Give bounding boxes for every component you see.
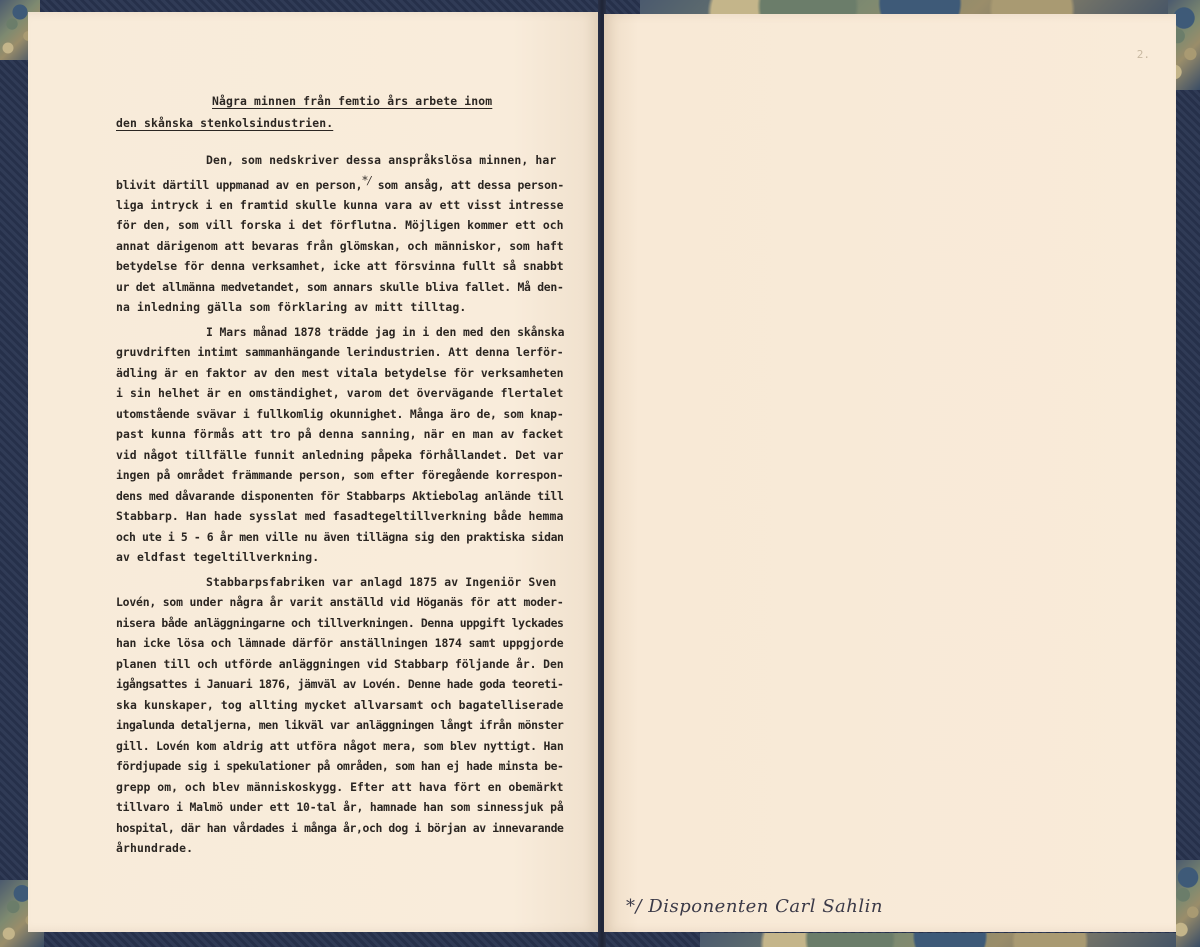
text-line: Stabbarp. Han hade sysslat med fasadtegeltillverkning både hemma [116, 509, 564, 524]
text-line: århundrade. [116, 841, 194, 856]
text-line: ingen på området främmande person, som efter föregående korrespon- [116, 468, 564, 483]
title-line-1: Några minnen från femtio års arbete inom [212, 94, 493, 108]
text-line: Lovén, som under några år varit anställd vid Höganäs för att moder- [116, 595, 564, 610]
text-line: ur det allmänna medvetandet, som annars skulle bliva fallet. Må den- [116, 279, 564, 294]
text-line: hospital, där han vårdades i många år,och dog i början av innevarande [116, 820, 564, 835]
text-line: I Mars månad 1878 trädde jag in i den med den skånska [206, 324, 565, 339]
right-page [604, 14, 1176, 932]
marbled-edge-bottom [700, 933, 1200, 947]
text-line: ädling är en faktor av den mest vitala betydelse för verksamheten [116, 365, 564, 380]
text-line: och ute i 5 - 6 år men ville nu även tillägna sig den praktiska sidan [116, 529, 564, 544]
text-line: blivit därtill uppmanad av en person,*/ som ansåg, att dessa person- [116, 173, 565, 192]
text-line: liga intryck i en framtid skulle kunna vara av ett visst intresse [116, 197, 564, 212]
text-line: av eldfast tegeltillverkning. [116, 550, 320, 565]
text-line: han icke lösa och lämnade därför anställningen 1874 samt uppgjorde [116, 636, 564, 651]
text-line: gruvdriften intimt sammanhängande lerindustrien. Att denna lerför- [116, 345, 564, 360]
text-line: past kunna förmås att tro på denna sanning, när en man av facket [116, 427, 564, 442]
text-line: Stabbarpsfabriken var anlagd 1875 av Ingeniör Sven [206, 574, 557, 589]
text-line: igångsattes i Januari 1876, jämväl av Lovén. Denne hade goda teoreti- [116, 677, 564, 692]
text-line: vid något tillfälle funnit anledning påpeka förhållandet. Det var [116, 447, 564, 462]
paragraph-1 [116, 150, 564, 318]
paragraph-2 [116, 322, 564, 568]
text-line: tillvaro i Malmö under ett 10-tal år, hamnade han som sinnessjuk på [116, 800, 564, 815]
text-line: utomstående svävar i fullkomlig okunnighet. Många äro de, som knap- [116, 406, 564, 421]
text-line: annat därigenom att bevaras från glömskan, och människor, som haft [116, 238, 564, 253]
text-line: för den, som vill forska i det förflutna. Möjligen kommer ett och [116, 218, 564, 233]
paragraph-3 [116, 572, 564, 859]
text-line: grepp om, och blev människoskygg. Efter att hava fört en obemärkt [116, 779, 564, 794]
text-line: planen till och utförde anläggningen vid Stabbarp följande år. Den [116, 656, 564, 671]
marbled-corner-bottom-right [1176, 860, 1200, 947]
text-line: fördjupade sig i spekulationer på områden, som han ej hade minsta be- [116, 759, 564, 774]
text-line: betydelse för denna verksamhet, icke att försvinna fullt så snabbt [116, 259, 564, 274]
text-line: ingalunda detaljerna, men likväl var anläggningen långt ifrån mönster [116, 718, 564, 733]
text-line: ska kunskaper, tog allting mycket allvarsamt och bagatelliserade [116, 697, 564, 712]
text-line: i sin helhet är en omständighet, varom det övervägande flertalet [116, 386, 564, 401]
text-line: na inledning gälla som förklaring av mitt tilltag. [116, 300, 467, 315]
text-line: gill. Lovén kom aldrig att utföra något mera, som blev nyttigt. Han [116, 738, 564, 753]
typewritten-document [116, 90, 564, 859]
text-line: Den, som nedskriver dessa anspråkslösa minnen, har [206, 153, 557, 167]
title-line-2: den skånska stenkolsindustrien. [116, 116, 334, 130]
page-number: 2. [1136, 48, 1150, 61]
text-line: nisera både anläggningarne och tillverkningen. Denna uppgift lyckades [116, 615, 564, 630]
footnote-marker: */ [362, 173, 372, 187]
handwritten-footnote: */ Disponenten Carl Sahlin [626, 896, 883, 917]
text-line: dens med dåvarande disponenten för Stabbarps Aktiebolag anlände till [116, 488, 564, 503]
